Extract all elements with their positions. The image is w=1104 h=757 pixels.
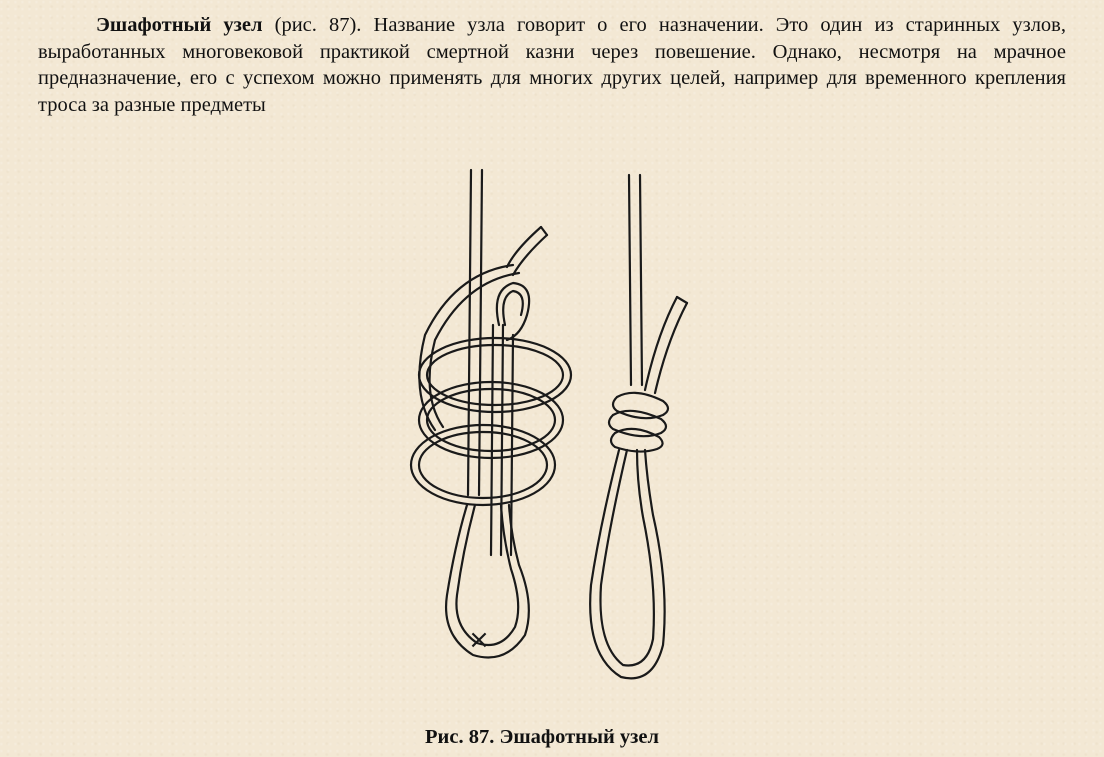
paragraph-text: (рис. 87). Название узла говорит о его назначении. Это один из старинных узлов, выработанных многовековой практикой смертной казни через повешение. Однако, несмотря на мрачное предназначение, его с успехом можно применять для многих других целей, например для временного крепления троса за разные предметы (38, 14, 1066, 116)
figure-caption: Рис. 87. Эшафотный узел (425, 726, 659, 748)
right-noose-drawing (590, 175, 687, 678)
knot-name-bold: Эшафотный узел (96, 14, 263, 36)
body-paragraph (38, 12, 1066, 118)
left-knot-drawing (411, 170, 571, 658)
knot-illustration (395, 165, 715, 700)
x-mark: × (468, 625, 490, 655)
